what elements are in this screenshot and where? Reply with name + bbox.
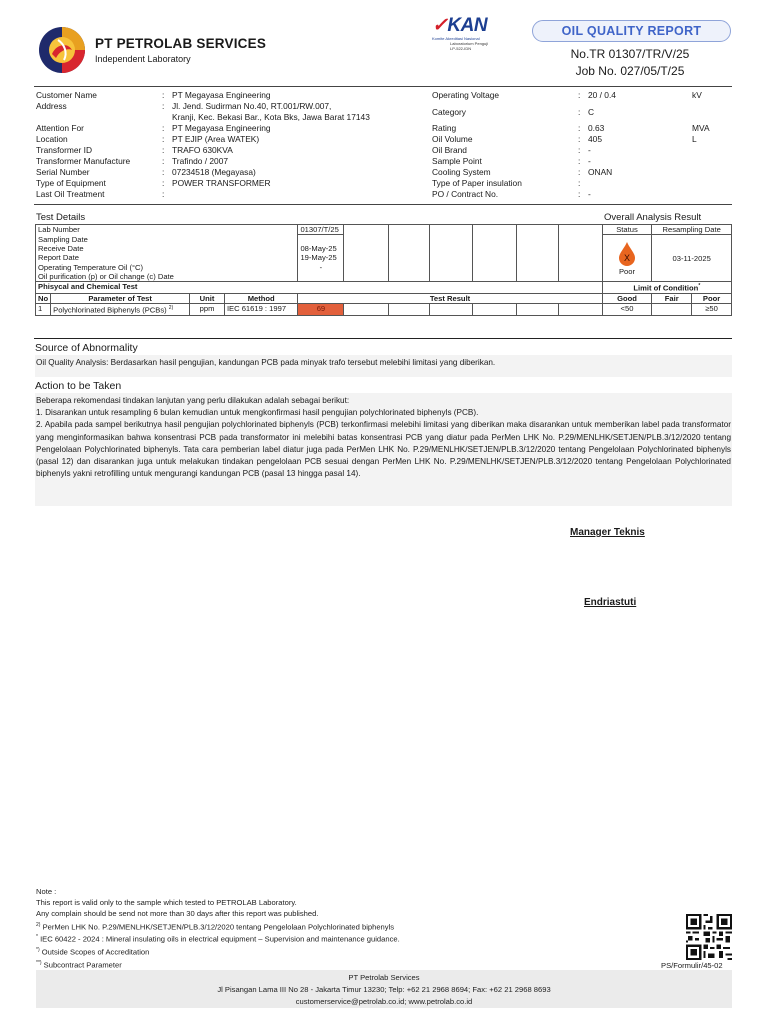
col-no: No: [36, 294, 51, 304]
form-number: PS/Formulir/45-02: [661, 961, 723, 970]
qr-code-icon: [686, 914, 732, 960]
note-line: This report is valid only to the sample which tested to PETROLAB Laboratory.: [36, 898, 297, 908]
col-method: Method: [224, 294, 298, 304]
limit-poor: ≥50: [692, 304, 732, 316]
info-row: Category : C: [432, 106, 595, 117]
info-row: Customer Name : PT Megayasa Engineering: [36, 90, 271, 100]
note-line: $^{2)}$ PerMen LHK No. P.29/MENLHK/SETJEN/PLB.3/12/2020 tentang Pengelolaan Polychlorinated biphenyls: [36, 921, 395, 932]
action-text: [35, 393, 732, 506]
action-intro: Beberapa rekomendasi tindakan lanjutan yang perlu dilakukan adalah sebagai berikut:: [36, 396, 350, 405]
test-details-title: Test Details: [36, 212, 86, 223]
info-divider: [34, 204, 732, 205]
action-title: Action to be Taken: [35, 380, 122, 392]
info-row: Kranji, Kec. Bekasi Bar., Kota Bks, Jawa Barat 17143: [172, 112, 370, 122]
limit-of-condition-header: Limit of Condition*: [602, 282, 731, 294]
action-item-2: 2. Apabila pada sampel berikutnya hasil pengujian polychlorinated biphenyls (PCB) terkonfirmasi melebihi limitasi yang diberikan maka disarankan untuk memberikan label pada transformator yang menginformasikan bahwa konsentrasi PCB pada transformator ini melebihi batas konsentrasi PCB yang diatur pada PerMen LHK No. P.29/MENLHK/SETJEN/PLB.3/12/2020 tentang Pengelolaan Polychlorinated biphenyls. Tata cara pemberian label diatur juga pada PerMen LHK No. P.29/MENLHK/SETJEN/PLB.3/12/2020 tentang Pengelolaan Polychlorinated biphenyls (pasal 12) dan disarankan juga untuk melakukan tindakan pengelolaan PCB sesuai dengan PerMen LHK No. P.29/MENLHK/SETJEN/PLB.3/12/2020 tentang Pengelolaan Polychlorinated biphenyls yakni retrofilling untuk mengurangi kandungan PCB (pasal 13 hingga pasal 14).: [36, 420, 731, 479]
status-header: Status: [602, 225, 652, 235]
oil-purification-value: [298, 272, 344, 282]
note-line: * IEC 60422 - 2024 : Mineral insulating oils in electrical equipment – Supervision and maintenance guidance.: [36, 934, 400, 944]
col-parameter: Parameter of Test: [51, 294, 190, 304]
report-date-label: Report Date: [36, 253, 298, 262]
footer-address: Jl Pisangan Lama III No 28 - Jakarta Timur 13230; Telp: +62 21 2968 8694; Fax: +62 21 2968 8693: [217, 985, 551, 994]
col-poor: Poor: [692, 294, 732, 304]
info-row: Operating Voltage : 20 / 0.4 kV: [432, 90, 702, 100]
action-item-1: 1. Disarankan untuk resampling 6 bulan kemudian untuk mengkonfirmasi hasil pengujian polychlorinated biphenyls (PCB).: [36, 408, 479, 418]
test-result-value: 69: [298, 304, 344, 316]
kan-check-icon: ✓: [432, 15, 448, 36]
note-line: *) Outside Scopes of Accreditation: [36, 947, 150, 957]
lab-number-label: Lab Number: [36, 225, 298, 235]
info-row: Type of Paper insulation :: [432, 178, 581, 188]
lab-number-value: 01307/T/25: [298, 225, 344, 235]
kan-subtitle: Komite Akreditasi Nasional: [432, 36, 480, 41]
resampling-header: Resampling Date: [652, 225, 732, 235]
oil-purification-label: Oil purification (p) or Oil change (c) Date: [36, 272, 298, 282]
operating-temp-label: Operating Temperature Oil (°C): [36, 263, 298, 272]
svg-text:X: X: [623, 253, 630, 264]
signature-role: Manager Teknis: [570, 527, 645, 538]
footer-company: PT Petrolab Services: [348, 973, 420, 982]
info-row: Serial Number : 07234518 (Megayasa): [36, 167, 256, 177]
col-unit: Unit: [190, 294, 225, 304]
test-unit: ppm: [190, 304, 225, 316]
receive-date-label: Receive Date: [36, 244, 298, 253]
petrolab-logo: [38, 26, 86, 74]
receive-date-value: 08-May-25: [298, 244, 344, 253]
info-row: Oil Volume : 405 L: [432, 134, 697, 144]
table-row: [36, 304, 732, 316]
info-row: Rating : 0.63 MVA: [432, 123, 710, 133]
abnormality-text: Oil Quality Analysis: Berdasarkan hasil pengujian, kandungan PCB pada minyak trafo tersebut melebihi limitasi yang diberikan.: [35, 355, 732, 377]
kan-lab-number: LP-522-IDN: [450, 46, 472, 51]
footer-contact: customerservice@petrolab.co.id; www.petrolab.co.id: [295, 997, 473, 1006]
col-fair: Fair: [652, 294, 692, 304]
oil-drop-poor-icon: [618, 241, 636, 267]
customer-info: [36, 90, 426, 200]
report-numbers: [540, 46, 720, 80]
info-row: Attention For : PT Megayasa Engineering: [36, 123, 271, 133]
report-date-value: 19-May-25: [298, 253, 344, 262]
company-subtitle: Independent Laboratory: [95, 54, 191, 64]
report-title: OIL QUALITY REPORT: [532, 20, 731, 42]
limit-good: <50: [602, 304, 652, 316]
notes-title: Note :: [36, 887, 57, 896]
col-good: Good: [602, 294, 652, 304]
abnormality-title: Source of Abnormality: [35, 342, 138, 354]
resampling-date: 03-11-2025: [652, 235, 732, 282]
info-row: Transformer Manufacture : Trafindo / 2007: [36, 156, 229, 166]
company-name: PT PETROLAB SERVICES: [95, 36, 267, 51]
info-row: Address : Jl. Jend. Sudirman No.40, RT.001/RW.007,: [36, 101, 332, 111]
info-row: Oil Brand : -: [432, 145, 591, 155]
overall-analysis-title: Overall Analysis Result: [604, 212, 702, 223]
test-no: 1: [36, 304, 51, 316]
header-divider: [34, 86, 732, 87]
col-test-result: Test Result: [298, 294, 602, 304]
table-row: [36, 294, 732, 304]
note-line: Any complain should be send not more than 30 days after this report was published.: [36, 909, 319, 919]
physical-chemical-header: Phisycal and Chemical Test: [36, 282, 603, 294]
table-row: [36, 282, 732, 294]
transformer-info: [432, 90, 732, 200]
status-cell: [602, 235, 652, 282]
kan-accreditation-logo: ✓KAN Komite Akreditasi Nasional Laboratorium Penguji LP-522-IDN: [432, 16, 514, 62]
info-row: Location : PT EJIP (Area WATEK): [36, 134, 260, 144]
kan-lab-label: Laboratorium Penguji: [450, 41, 489, 46]
notes: [36, 886, 400, 971]
test-parameter: Polychlorinated Biphenyls (PCBs) $^{2)}$: [51, 304, 190, 316]
status-value: Poor: [618, 267, 635, 277]
signature-name: Endriastuti: [584, 597, 637, 608]
report-number: No.TR 01307/TR/V/25: [570, 47, 690, 61]
info-row: Last Oil Treatment :: [36, 189, 165, 199]
sampling-date-label: Sampling Date: [36, 235, 298, 244]
note-line: **) Subcontract Parameter: [36, 959, 122, 970]
table-row: [36, 225, 732, 235]
footer: [36, 970, 732, 1008]
sampling-date-value: [298, 235, 344, 244]
job-number: Job No. 027/05/T/25: [575, 64, 685, 78]
info-row: Type of Equipment : POWER TRANSFORMER: [36, 178, 271, 188]
info-row: Cooling System : ONAN: [432, 167, 613, 177]
test-method: IEC 61619 : 1997: [224, 304, 298, 316]
section-divider: [34, 338, 732, 339]
test-details-table: [35, 224, 732, 316]
info-row: Sample Point : -: [432, 156, 591, 166]
info-row: PO / Contract No. : -: [432, 189, 591, 199]
limit-fair: [652, 304, 692, 316]
info-row: Transformer ID : TRAFO 630KVA: [36, 145, 233, 155]
operating-temp-value: -: [298, 263, 344, 272]
